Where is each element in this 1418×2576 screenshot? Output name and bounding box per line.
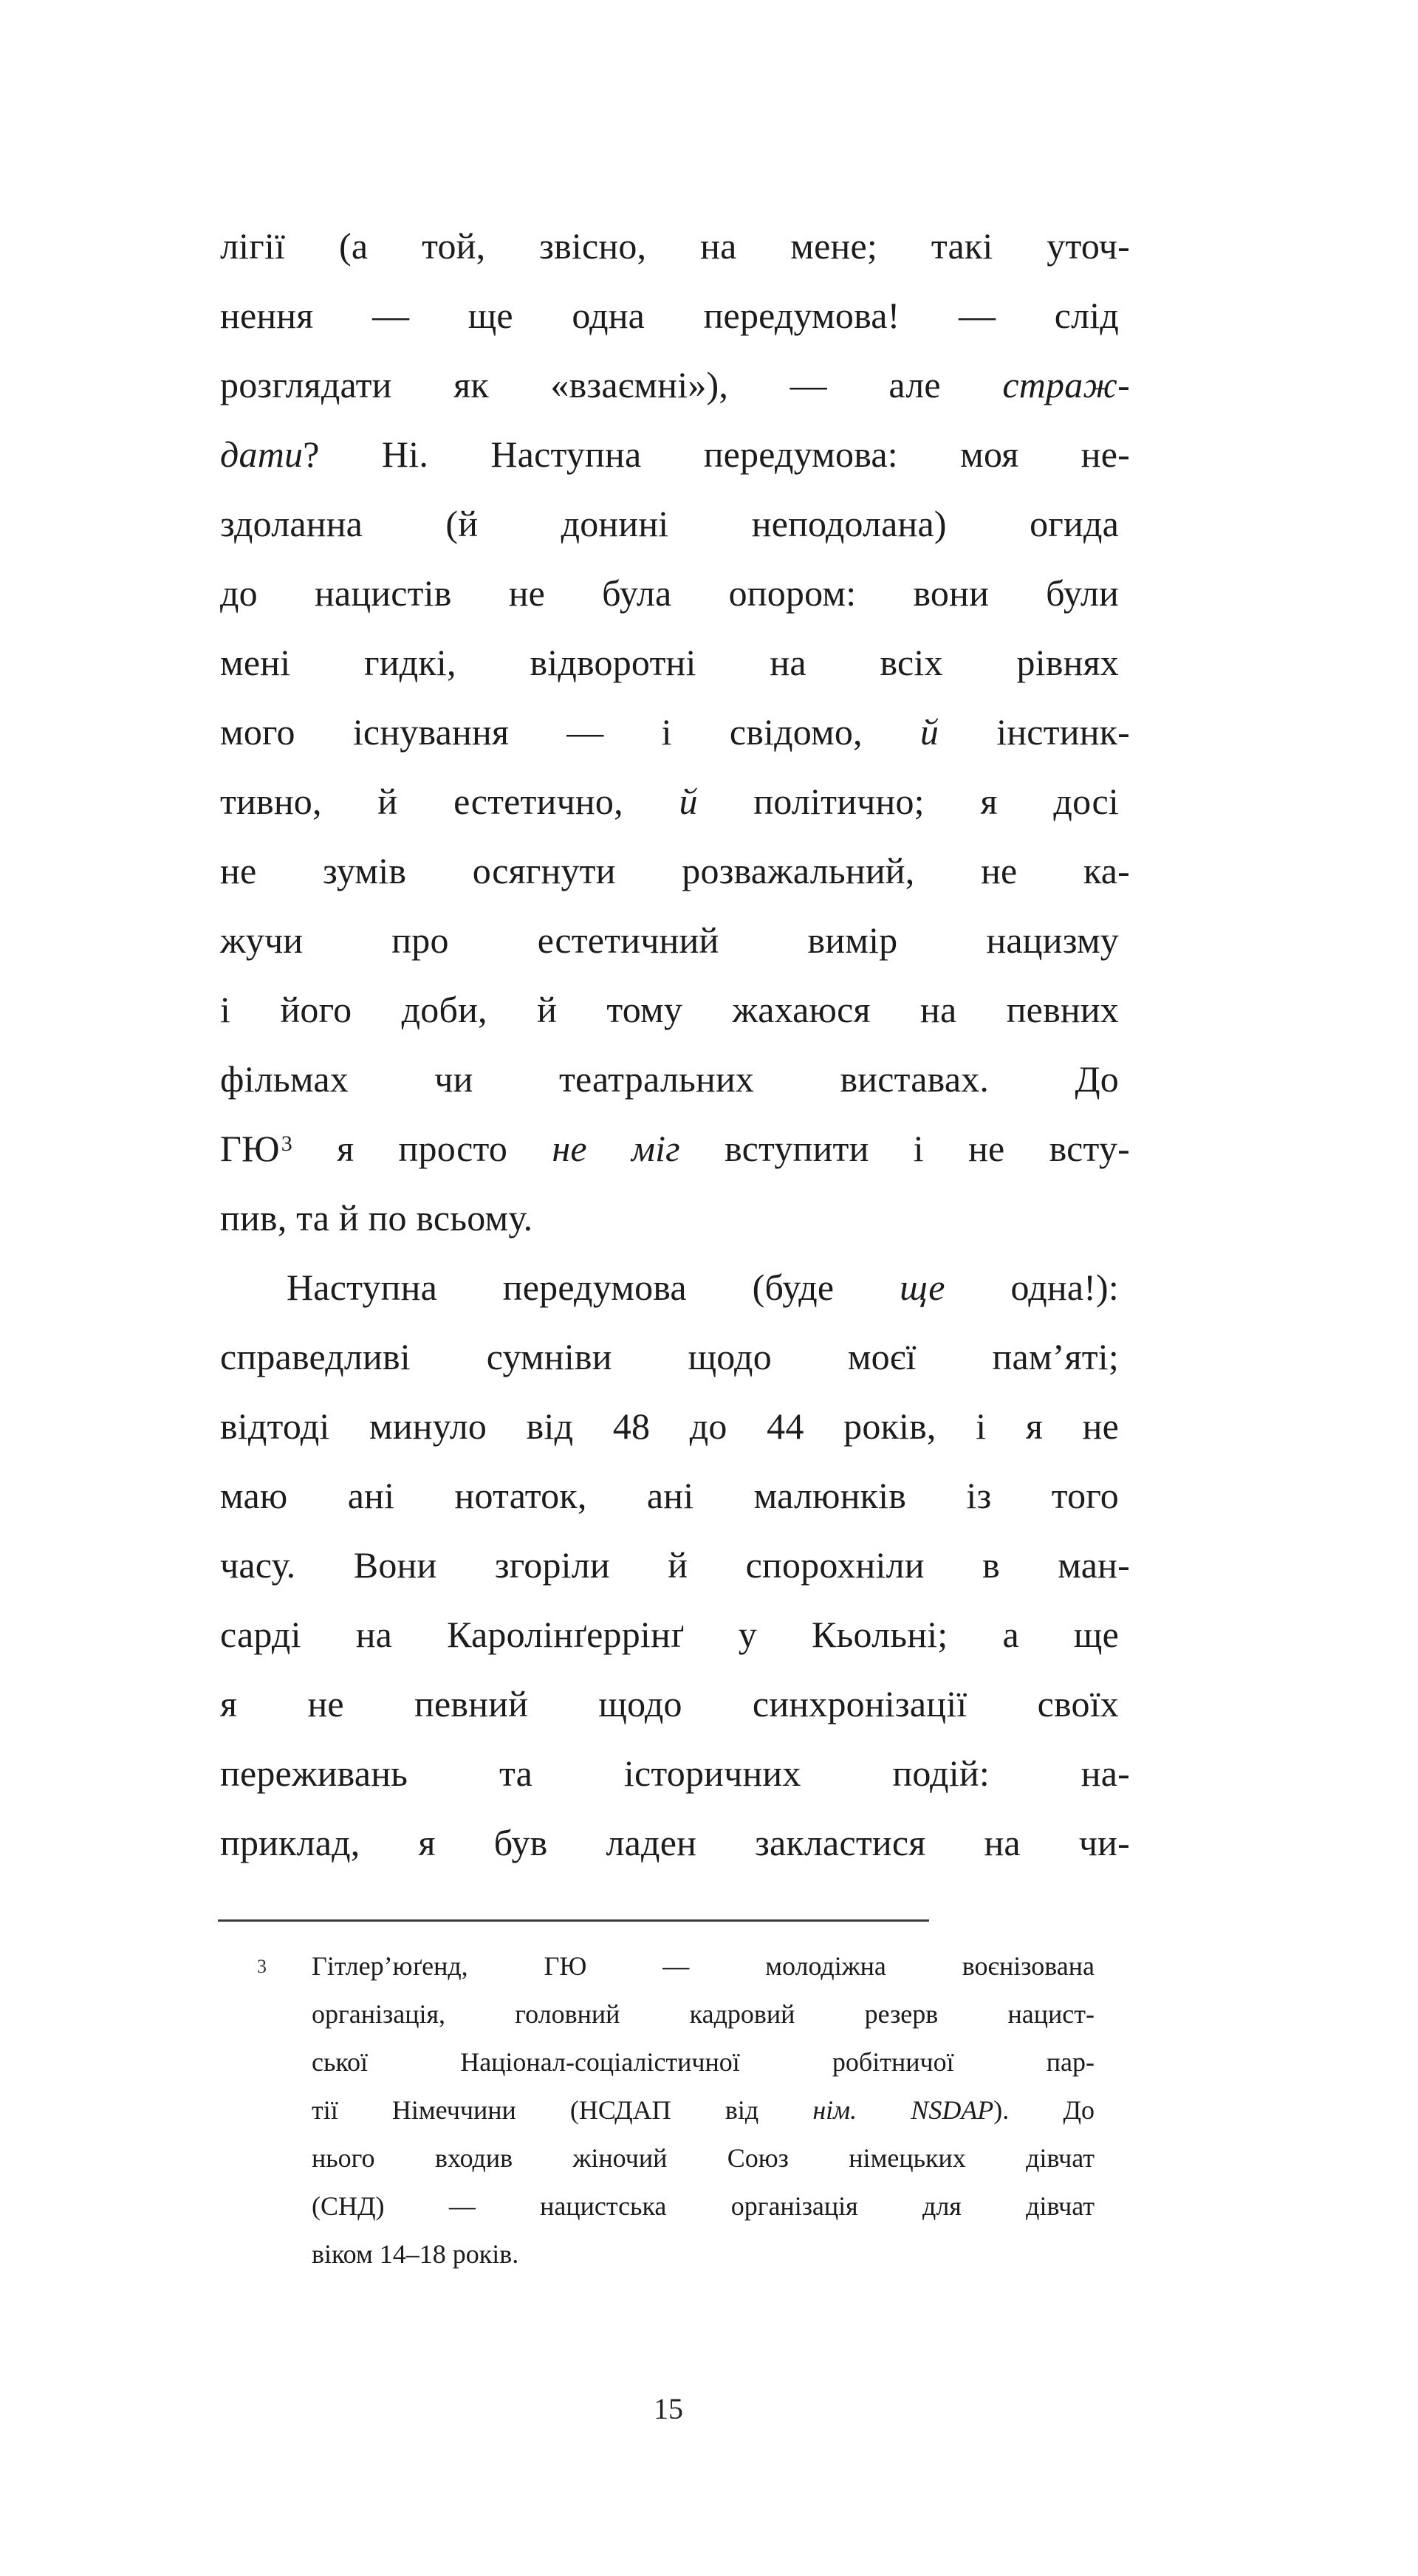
text-segment: ? Ні. Наступна передумова: моя не-	[303, 434, 1130, 475]
italic-word: ще	[900, 1267, 945, 1308]
text-segment: я просто	[292, 1128, 552, 1169]
italic-word: страж-	[1002, 364, 1130, 405]
text-segment: вступити і не всту-	[679, 1128, 1130, 1169]
text-line	[220, 697, 1130, 767]
footnote-line: організація, головний кадровий резерв нацист-	[312, 1999, 1095, 2029]
text-line: приклад, я був ладен закластися на чи-	[220, 1822, 1130, 1863]
text-line: мені гидкі, відворотні на всіх рівнях	[220, 642, 1119, 683]
text-line: нення — ще одна передумова! — слід	[220, 295, 1119, 336]
footnote-text	[312, 1942, 1095, 2278]
text-segment: політично; я досі	[697, 781, 1119, 822]
footnote-line: ської Націонал-соціалістичної робітничої пар-	[312, 2047, 1095, 2077]
footnote-reference[interactable]: 3	[281, 1131, 292, 1156]
text-line: переживань та історичних подій: на-	[220, 1753, 1130, 1794]
text-line: здоланна (й донині неподолана) огида	[220, 503, 1119, 544]
italic-word: й	[679, 781, 698, 822]
footnote-line: (СНД) — нацистська організація для дівчат	[312, 2191, 1095, 2221]
italic-word: не міг	[552, 1128, 680, 1169]
footnote-line: віком 14–18 років.	[312, 2239, 519, 2269]
text-line: фільмах чи театральних виставах. До	[220, 1058, 1119, 1100]
footnote-line: Гітлер’юґенд, ГЮ — молодіжна воєнізована	[312, 1951, 1095, 1981]
text-line	[220, 419, 1130, 489]
text-line: відтоді минуло від 48 до 44 років, і я не	[220, 1405, 1119, 1447]
footnote-separator	[218, 1919, 929, 1922]
text-line: і його доби, й тому жахаюся на певних	[220, 989, 1119, 1030]
text-line: пив, та й по всьому.	[220, 1197, 533, 1239]
main-body-text	[220, 211, 1130, 1877]
text-line: часу. Вони згоріли й спорохніли в ман-	[220, 1544, 1130, 1586]
text-segment: розглядати як «взаємні»), — але	[220, 364, 1003, 405]
italic-word: дати	[220, 434, 304, 475]
text-segment: Наступна передумова (буде	[287, 1267, 900, 1308]
text-line: маю ані нотаток, ані малюнків із того	[220, 1475, 1119, 1516]
text-line: до нацистів не була опором: вони були	[220, 572, 1119, 614]
footnote-line	[312, 2086, 1095, 2134]
text-line: не зумів осягнути розважальний, не ка-	[220, 850, 1130, 891]
text-line: справедливі сумніви щодо моєї пам’яті;	[220, 1336, 1119, 1377]
text-line	[220, 1114, 1130, 1183]
text-line: лігії (а той, звісно, на мене; такі уточ-	[220, 225, 1130, 267]
italic-word: й	[919, 711, 939, 753]
text-line: я не певний щодо синхронізації своїх	[220, 1683, 1119, 1724]
text-segment: одна!):	[945, 1267, 1119, 1308]
text-segment: ГЮ	[220, 1128, 280, 1169]
paragraph-start-line	[220, 1253, 1119, 1322]
italic-word: нім. NSDAP	[812, 2095, 994, 2125]
text-line: сарді на Каролінґеррінґ у Кьольні; а ще	[220, 1614, 1119, 1655]
footnote-line: нього входив жіночий Союз німецьких дівчат	[312, 2143, 1095, 2173]
text-line	[220, 767, 1119, 836]
text-segment: інстинк-	[939, 711, 1130, 753]
text-segment: тивно, й естетично,	[220, 781, 679, 822]
text-segment: мого існування — і свідомо,	[220, 711, 920, 753]
text-line: жучи про естетичний вимір нацизму	[220, 919, 1119, 961]
text-line	[220, 350, 1130, 419]
text-segment: тії Німеччини (НСДАП від	[312, 2095, 813, 2125]
footnote-marker: 3	[257, 1956, 267, 1977]
page-number: 15	[654, 2392, 683, 2425]
text-segment: ). До	[993, 2095, 1095, 2125]
